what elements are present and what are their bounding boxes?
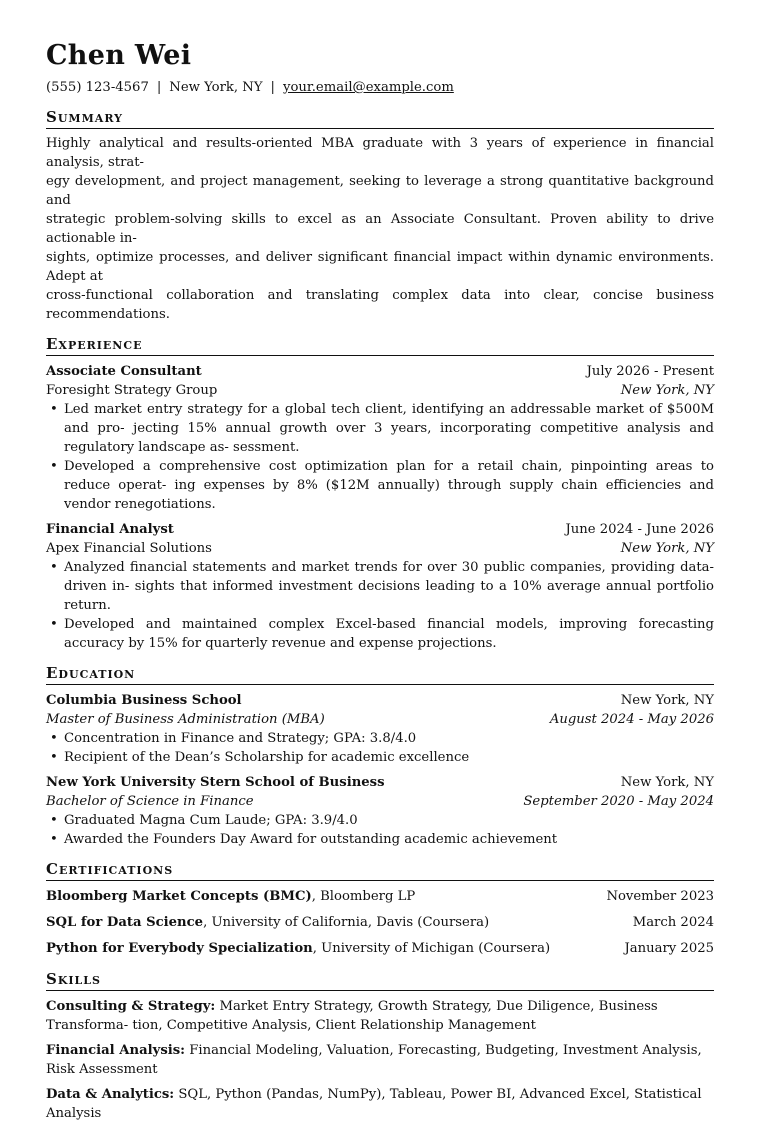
phone-number: (555) 123-4567 xyxy=(46,80,149,95)
certification-date: March 2024 xyxy=(632,915,714,930)
certification-name: Python for Everybody Specialization xyxy=(46,941,313,956)
separator: | xyxy=(156,80,162,95)
location: New York, NY xyxy=(169,80,263,95)
school-location: New York, NY xyxy=(620,775,714,790)
bullet-item: • Awarded the Founders Day Award for outstanding academic achievement xyxy=(64,830,714,849)
degree-name: Master of Business Administration (MBA) xyxy=(46,712,325,727)
separator: | xyxy=(270,80,275,95)
candidate-name: Chen Wei xyxy=(46,40,192,71)
job-dates: July 2026 - Present xyxy=(586,364,714,379)
bullet-item: • Analyzed financial statements and market trends for over 30 public companies, providing data-driven in- sights that informed investment decisions leading to a 10% average annual portfolio return. xyxy=(64,558,714,615)
certification-name: SQL for Data Science xyxy=(46,915,204,930)
bullet-list xyxy=(46,729,714,767)
job-location: New York, NY xyxy=(620,383,714,398)
experience-entry xyxy=(46,362,714,514)
certification-row xyxy=(46,913,714,933)
job-title: Financial Analyst xyxy=(46,522,174,537)
email-link[interactable]: your.email@example.com xyxy=(283,80,454,95)
skill-category: Data & Analytics: xyxy=(46,1087,175,1102)
degree-name: Bachelor of Science in Finance xyxy=(46,794,254,809)
bullet-list xyxy=(46,400,714,514)
company-name: Apex Financial Solutions xyxy=(46,541,212,556)
school-name: Columbia Business School xyxy=(46,693,242,708)
section-heading-skills: Skills xyxy=(46,969,714,991)
bullet-item: • Graduated Magna Cum Laude; GPA: 3.9/4.0 xyxy=(64,811,714,830)
skill-category: Consulting & Strategy: xyxy=(46,999,216,1014)
school-name: New York University Stern School of Business xyxy=(46,775,385,790)
bullet-item: • Led market entry strategy for a global tech client, identifying an addressable market of $500M and pro- jecting 15% annual growth over 3 years, incorporating competitive analysis and regulatory landscape as- sessment. xyxy=(64,400,714,457)
bullet-item: • Developed a comprehensive cost optimization plan for a retail chain, pinpointing areas to reduce operat- ing expenses by 8% ($12M annually) through supply chain efficiencies and vendor renegotiations. xyxy=(64,457,714,514)
summary-line: Highly analytical and results-oriented MBA graduate with 3 years of experience in financial analysis, strat- xyxy=(46,136,714,170)
bullet-list xyxy=(46,811,714,849)
company-name: Foresight Strategy Group xyxy=(46,383,218,398)
experience-entry xyxy=(46,520,714,653)
summary-line: strategic problem-solving skills to excel as an Associate Consultant. Proven ability to drive actionable in- xyxy=(46,212,714,246)
education-dates: September 2020 - May 2024 xyxy=(523,794,714,809)
certification-row xyxy=(46,939,714,959)
certification-issuer: , Bloomberg LP xyxy=(311,889,416,904)
skill-list: Market Entry Strategy, Growth Strategy, Due Diligence, Business Transforma- tion, Competitive Analysis, Client Relationship Management xyxy=(46,999,658,1033)
certification-date: January 2025 xyxy=(624,941,714,956)
summary-line: cross-functional collaboration and translating complex data into clear, concise business recommendations. xyxy=(46,288,714,322)
section-heading-experience: Experience xyxy=(46,334,714,356)
bullet-item: • Recipient of the Dean’s Scholarship for academic excellence xyxy=(64,748,714,767)
section-heading-certifications: Certifications xyxy=(46,859,714,881)
certification-issuer: , University of Michigan (Coursera) xyxy=(312,941,551,956)
skill-row xyxy=(46,1085,714,1123)
summary-line: egy development, and project management, seeking to leverage a strong quantitative background and xyxy=(46,174,714,208)
certification-row xyxy=(46,887,714,907)
contact-line xyxy=(46,78,714,97)
school-location: New York, NY xyxy=(620,693,714,708)
certification-issuer: , University of California, Davis (Coursera) xyxy=(203,915,490,930)
skill-category: Financial Analysis: xyxy=(46,1043,186,1058)
skill-list: Financial Modeling, Valuation, Forecasting, Budgeting, Investment Analysis, Risk Assessment xyxy=(46,1043,702,1077)
bullet-item: • Developed and maintained complex Excel-based financial models, improving forecasting accuracy by 15% for quarterly revenue and expense projections. xyxy=(64,615,714,653)
certification-name: Bloomberg Market Concepts (BMC) xyxy=(46,889,312,904)
job-title: Associate Consultant xyxy=(46,364,202,379)
skill-list: SQL, Python (Pandas, NumPy), Tableau, Power BI, Advanced Excel, Statistical Analysis xyxy=(46,1087,702,1121)
education-entry xyxy=(46,691,714,767)
bullet-item: • Concentration in Finance and Strategy; GPA: 3.8/4.0 xyxy=(64,729,714,748)
job-location: New York, NY xyxy=(620,541,714,556)
education-entry xyxy=(46,773,714,849)
summary-paragraph xyxy=(46,134,714,324)
skill-row xyxy=(46,997,714,1035)
bullet-list xyxy=(46,558,714,653)
summary-line: sights, optimize processes, and deliver significant financial impact within dynamic environments. Adept at xyxy=(46,250,714,284)
certification-date: November 2023 xyxy=(606,889,714,904)
education-dates: August 2024 - May 2026 xyxy=(549,712,714,727)
section-heading-summary: Summary xyxy=(46,107,714,129)
section-heading-education: Education xyxy=(46,663,714,685)
job-dates: June 2024 - June 2026 xyxy=(565,522,714,537)
certifications-list xyxy=(46,887,714,959)
skill-row xyxy=(46,1041,714,1079)
